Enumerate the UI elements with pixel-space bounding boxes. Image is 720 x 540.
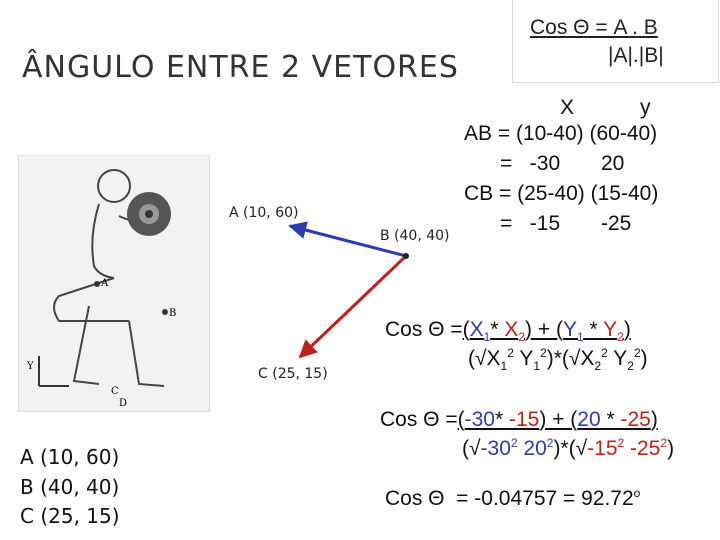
slide-title: ÂNGULO ENTRE 2 VETORES xyxy=(22,50,459,85)
general-formula-denominator: ($√X_1^2$ $Y_1^2)*(√X_2^2$ $Y_2^2$) xyxy=(468,346,648,374)
svg-text:Y: Y xyxy=(27,361,34,372)
y-header: y xyxy=(640,96,651,119)
svg-text:A: A xyxy=(101,278,109,289)
result-line: Cos $\Theta = -0.04757 = 92.72^o$ xyxy=(385,486,641,510)
x-header: X xyxy=(560,96,575,119)
cb-result-line: = -15 -25 xyxy=(500,212,632,235)
point-a-label: A (10, 60) xyxy=(229,205,299,221)
point-c-label: C (25, 15) xyxy=(258,366,328,382)
numeric-formula-denominator: ($√-30^2$ $20^2)*(√-15^2$ $-25^2$) xyxy=(462,436,675,460)
ab-result-line: = -30 20 xyxy=(500,152,625,175)
numeric-formula-numerator: Cos Θ =(-30* -15) + (20 * -25) xyxy=(380,408,658,431)
general-formula-numerator: Cos $\Theta =(X_1*$ $X_2) + (Y_1 * Y_2)$ xyxy=(385,318,631,345)
point-b-dot xyxy=(403,253,409,259)
ab-calc-line: AB = (10-40) (60-40) xyxy=(464,122,658,145)
formula-denominator: |A|.|B| xyxy=(608,44,664,67)
svg-text:D: D xyxy=(119,398,128,409)
svg-text:B: B xyxy=(169,308,177,319)
point-b-label: B (40, 40) xyxy=(380,228,450,244)
formula-numerator: Cos Θ = A . B xyxy=(530,16,658,39)
cb-calc-line: CB = (25-40) (15-40) xyxy=(464,182,659,205)
points-list-c: C (25, 15) xyxy=(20,504,120,528)
svg-text:C: C xyxy=(111,386,119,397)
points-list-a: A (10, 60) xyxy=(20,445,120,469)
points-list-b: B (40, 40) xyxy=(20,475,120,499)
